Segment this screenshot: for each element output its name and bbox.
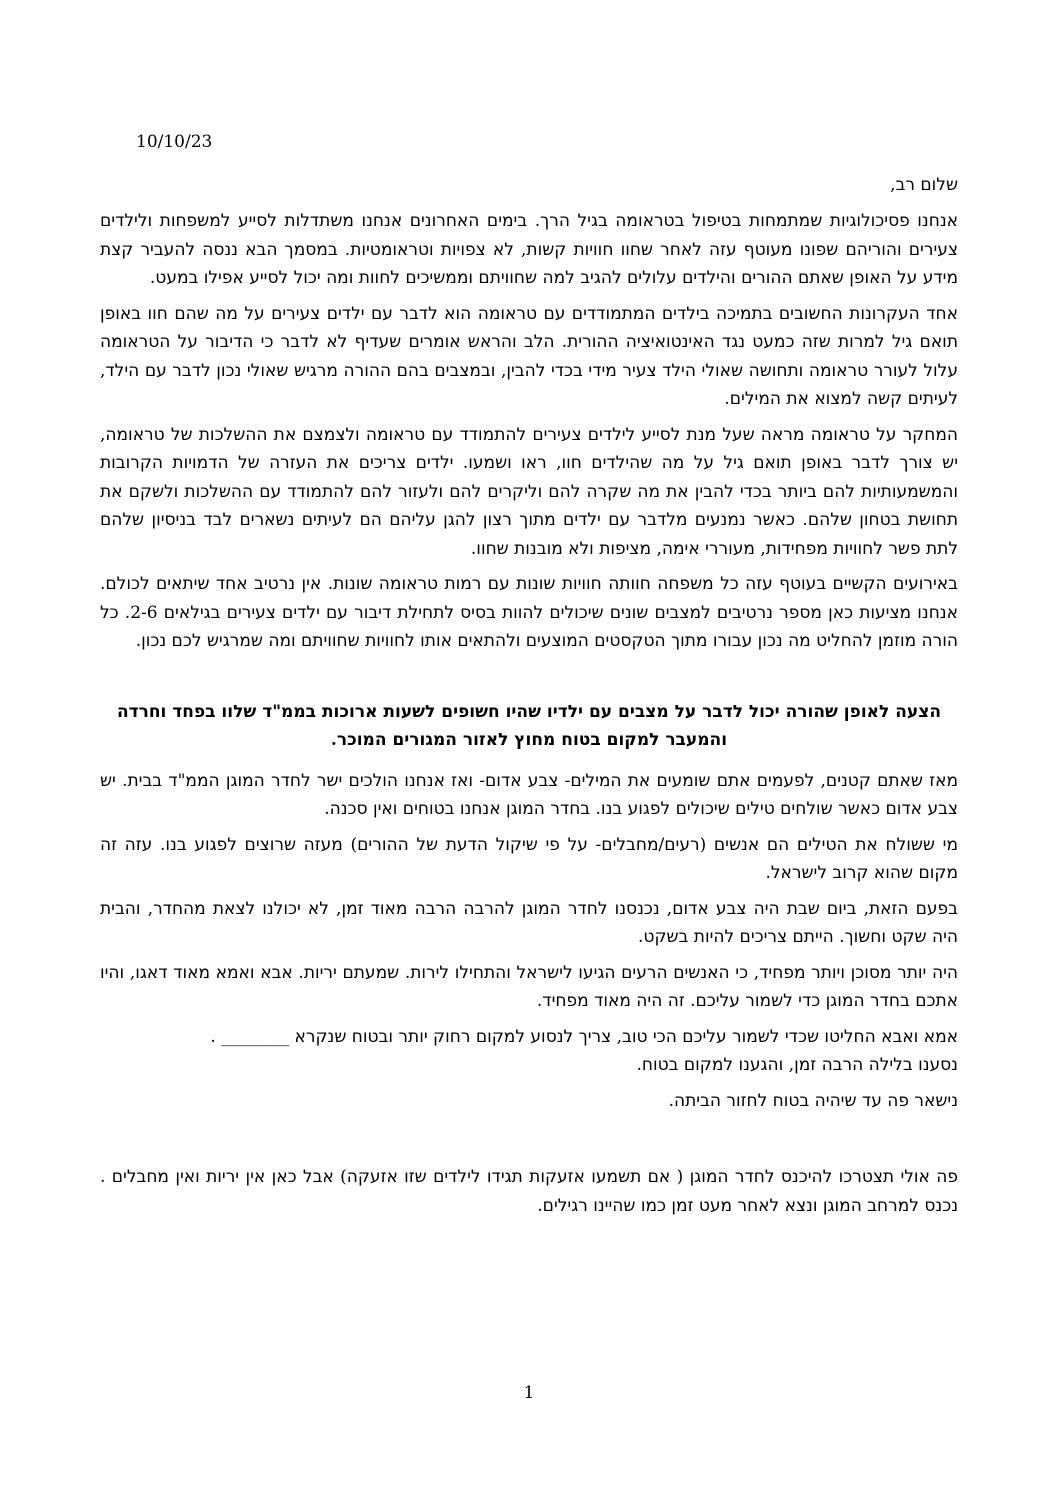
closing-paragraph: פה אולי תצטרכו להיכנס לחדר המוגן ( אם תשמעו אזעקות תגידו לילדים שזו אזעקה) אבל כאן אין יריות ואין מחבלים . נכנס למרחב המוגן ונצא לאחר מעט זמן כמו שהיינו רגילים. xyxy=(100,1167,958,1216)
intro-paragraph-1: אנחנו פסיכולוגיות שמתמחות בטיפול בטראומה בגיל הרך. בימים האחרונים אנחנו משתדלות לסייע למשפחות ולילדים צעירים והוריהם שפונו מעוטף עזה לאחר שחוו חוויות קשות, לא צפויות וטראומטיות. במסמך הבא ננסה להעביר קצת מידע על האופן שאתם ההורים והילדים עלולים להגיב למה שחוויתם וממשיכים לחוות ומה יכול לסייע אפילו במעט. xyxy=(100,211,958,288)
page-number: 1 xyxy=(523,1382,535,1403)
narrative-paragraph-stay: נישאר פה עד שיהיה בטוח לחזור הביתה. xyxy=(668,1090,958,1111)
travel-line-with-blank: אמא ואבא החליטו שכדי לשמור עליכם הכי טוב, צריך לנסוע למקום רחוק יותר ובטוח שנקרא ________ . xyxy=(210,1026,958,1047)
narrative-paragraph-travel xyxy=(100,1023,958,1080)
narrative-paragraph-this-time: בפעם הזאת, ביום שבת היה צבע אדום, נכנסנו לחדר המוגן להרבה הרבה מאוד זמן, לא יכולנו לצאת מהחדר, והבית היה שקט וחשוך. הייתם צריכים להיות בשקט. xyxy=(100,898,958,947)
narrative-paragraph-who-sends: מי ששולח את הטילים הם אנשים (רעים/מחבלים- על פי שיקול הדעת של ההורים) מעזה שרוצים לפגוע בנו. עזה זה מקום שהוא קרוב לישראל. xyxy=(100,834,958,883)
intro-paragraph-2: אחד העקרונות החשובים בתמיכה בילדים המתמודדים עם טראומה הוא לדבר עם ילדים צעירים על מה שהם חוו באופן תואם גיל למרות שזה כמעט נגד האינטואיציה ההורית. הלב והראש אומרים שעדיף לא לדבר כי הדיבור על הטראומה עלול לעורר טראומה ותחושה שאולי הילד צעיר מידי בכדי להבין, ובמצבים בהם ההורה מרגיש שאולי נכון לדבר עם הילד, לעיתים קשה למצוא את המילים. xyxy=(100,303,958,409)
intro-paragraph-4: באירועים הקשיים בעוטף עזה כל משפחה חוותה חוויות שונות עם רמות טראומה שונות. אין נרטיב אחד שיתאים לכולם. אנחנו מציעות כאן מספר נרטיבים למצבים שונים שיכולים להוות בסיס לתחילת דיבור עם ילדים צעירים בגילאים 2-6. כל הורה מוזמן להחליט מה נכון עבורו מתוך הטקסטים המוצעים ולהתאים אותו לחוויות שחוויתם ומה שמרגיש לכם נכון. xyxy=(100,574,958,651)
travel-line-arrival: נסענו בלילה הרבה זמן, והגענו למקום בטוח. xyxy=(636,1055,958,1075)
greeting-line: שלום רב, xyxy=(890,174,958,195)
narrative-paragraph-more-danger: היה יותר מסוכן ויותר מפחיד, כי האנשים הרעים הגיעו לישראל והתחילו לירות. שמעתם יריות. אבא ואמא מאוד דאגו, והיו אתכם בחדר המוגן כדי לשמור עליכם. זה היה מאוד מפחיד. xyxy=(100,962,958,1011)
document-date: 10/10/23 xyxy=(136,132,213,152)
narrative-paragraph-red-color: מאז שאתם קטנים, לפעמים אתם שומעים את המילים- צבע אדום- ואז אנחנו הולכים ישר לחדר המוגן הממ"ד בבית. יש צבע אדום כאשר שולחים טילים שיכולים לפגוע בנו. בחדר המוגן אנחנו בטוחים ואין סכנה. xyxy=(100,770,958,819)
section-heading: הצעה לאופן שהורה יכול לדבר על מצבים עם ילדיו שהיו חשופים לשעות ארוכות בממ"ד שלוו בפחד וחרדה והמעבר למקום בטוח מחוץ לאזור המגורים המוכר. xyxy=(116,701,942,750)
intro-paragraph-3: המחקר על טראומה מראה שעל מנת לסייע לילדים צעירים להתמודד עם טראומה ולצמצם את ההשלכות של טראומה, יש צורך לדבר באופן תואם גיל על מה שהילדים חוו, ראו ושמעו. ילדים צריכים את העזרה של הדמויות הקרובות והמשמעותיות להם ביותר בכדי להבין את מה שקרה להם וליקרים להם ולעזור להם להתמודד עם ההשלכות ולשקם את תחושת בטחון שלהם. כאשר נמנעים מלדבר עם ילדים מתוך רצון להגן עליהם הם לעיתים נשארים לבד בניסיון שלהם לתת פשר לחוויות מפחידות, מעוררי אימה, מציפות ולא מובנות שחוו. xyxy=(100,424,958,559)
